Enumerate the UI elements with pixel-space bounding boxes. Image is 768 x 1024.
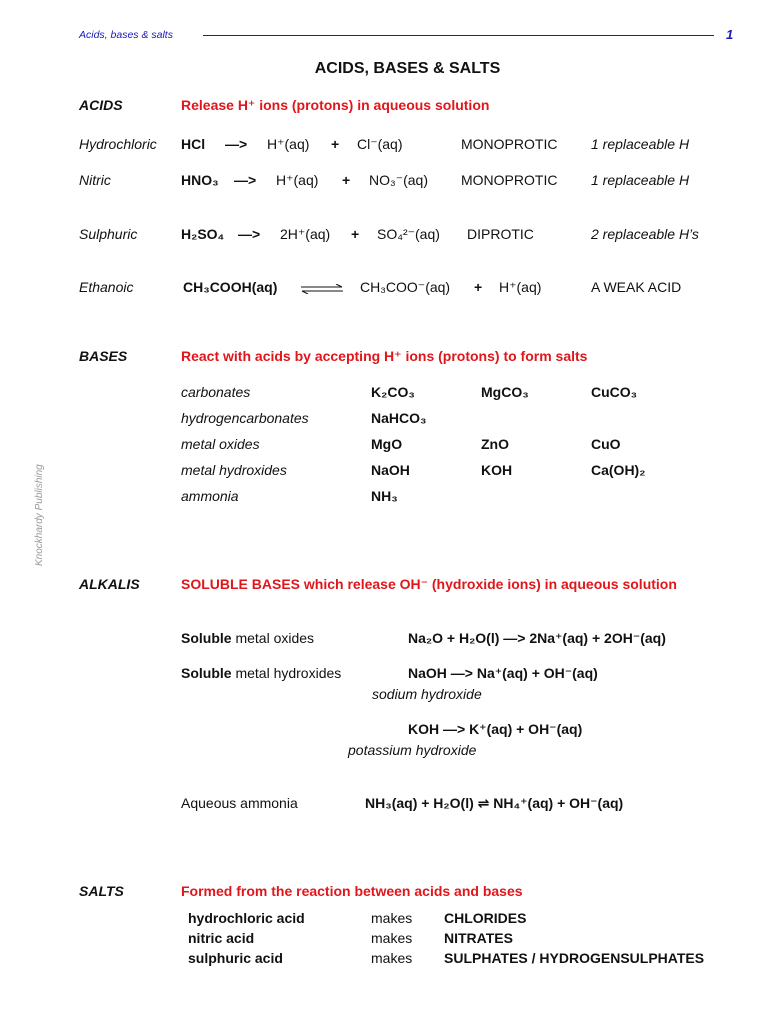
side-watermark: Knockhardy Publishing [34,464,45,566]
ammonia-equation: NH₃(aq) + H₂O(l) ⇌ NH₄⁺(aq) + OH⁻(aq) [365,795,624,811]
product-ion: NO₃⁻(aq) [369,172,428,188]
salt-verb: makes [371,950,413,966]
soluble-word: Soluble [181,630,232,646]
base-formula: CuO [591,436,621,452]
salt-acid: nitric acid [188,930,255,946]
running-title: Acids, bases & salts [79,29,173,41]
acid-name: Sulphuric [79,226,138,242]
acid-formula: HCl [181,136,206,152]
plus-sign: + [351,226,360,242]
salt-acid: sulphuric acid [188,950,283,966]
acid-note: 2 replaceable H’s [591,226,699,242]
ammonia-label: Aqueous ammonia [181,795,298,811]
header-rule [203,35,714,36]
alkalis-label: ALKALIS [79,576,140,592]
acids-label: ACIDS [79,97,123,113]
base-category: metal hydroxides [181,462,287,478]
product-ion: 2H⁺(aq) [280,226,331,242]
salt-verb: makes [371,910,413,926]
product-ion: H⁺(aq) [267,136,310,152]
plus-sign: + [474,279,483,295]
salt-name: NITRATES [444,930,513,946]
koh-caption: potassium hydroxide [348,742,477,758]
bases-label: BASES [79,348,128,364]
reaction-arrow: —> [238,226,261,242]
base-category: ammonia [181,488,239,504]
base-formula: NaOH [371,462,410,478]
acid-name: Nitric [79,172,111,188]
acid-note: 1 replaceable H [591,172,690,188]
salts-definition: Formed from the reaction between acids and bases [181,883,523,899]
oxide-equation: Na₂O + H₂O(l) —> 2Na⁺(aq) + 2OH⁻(aq) [408,630,666,646]
base-formula: KOH [481,462,513,478]
equilibrium-arrow-icon [300,282,344,298]
base-category: carbonates [181,384,251,400]
base-formula: NH₃ [371,488,398,504]
alkali-oxides-label [181,630,314,646]
alkalis-definition: SOLUBLE BASES which release OH⁻ (hydroxide ions) in aqueous solution [181,576,677,592]
salt-name: SULPHATES / HYDROGENSULPHATES [444,950,705,966]
base-formula: MgO [371,436,403,452]
koh-equation: KOH —> K⁺(aq) + OH⁻(aq) [408,721,583,737]
acid-type: MONOPROTIC [461,172,558,188]
acid-note: 1 replaceable H [591,136,690,152]
product-ion: SO₄²⁻(aq) [377,226,440,242]
page-title: ACIDS, BASES & SALTS [314,60,501,77]
acid-formula: H₂SO₄ [181,226,225,242]
acid-type: DIPROTIC [467,226,534,242]
base-formula: ZnO [481,436,509,452]
reaction-arrow: —> [225,136,248,152]
base-category: hydrogencarbonates [181,410,309,426]
category-text: metal hydroxides [231,665,342,681]
acid-type: A WEAK ACID [591,279,682,295]
base-formula: CuCO₃ [591,384,638,400]
acid-name: Ethanoic [79,279,134,295]
bases-definition: React with acids by accepting H⁺ ions (protons) to form salts [181,348,588,364]
product-ion: H⁺(aq) [499,279,542,295]
acid-formula: CH₃COOH(aq) [183,279,278,295]
alkali-hydroxides-label [181,665,341,681]
naoh-equation: NaOH —> Na⁺(aq) + OH⁻(aq) [408,665,598,681]
base-formula: Ca(OH)₂ [591,462,646,478]
reaction-arrow: —> [234,172,257,188]
base-formula: MgCO₃ [481,384,529,400]
salt-name: CHLORIDES [444,910,527,926]
acids-definition: Release H⁺ ions (protons) in aqueous solution [181,97,490,113]
salt-verb: makes [371,930,413,946]
product-ion: H⁺(aq) [276,172,319,188]
plus-sign: + [342,172,351,188]
base-formula: K₂CO₃ [371,384,415,400]
base-formula: NaHCO₃ [371,410,427,426]
category-text: metal oxides [231,630,315,646]
acid-name: Hydrochloric [79,136,157,152]
salts-label: SALTS [79,883,124,899]
salt-acid: hydrochloric acid [188,910,305,926]
plus-sign: + [331,136,340,152]
naoh-caption: sodium hydroxide [372,686,482,702]
acid-type: MONOPROTIC [461,136,558,152]
acid-formula: HNO₃ [181,172,219,188]
page-number: 1 [726,27,734,42]
product-ion: Cl⁻(aq) [357,136,403,152]
product-ion: CH₃COO⁻(aq) [360,279,451,295]
soluble-word: Soluble [181,665,232,681]
base-category: metal oxides [181,436,260,452]
